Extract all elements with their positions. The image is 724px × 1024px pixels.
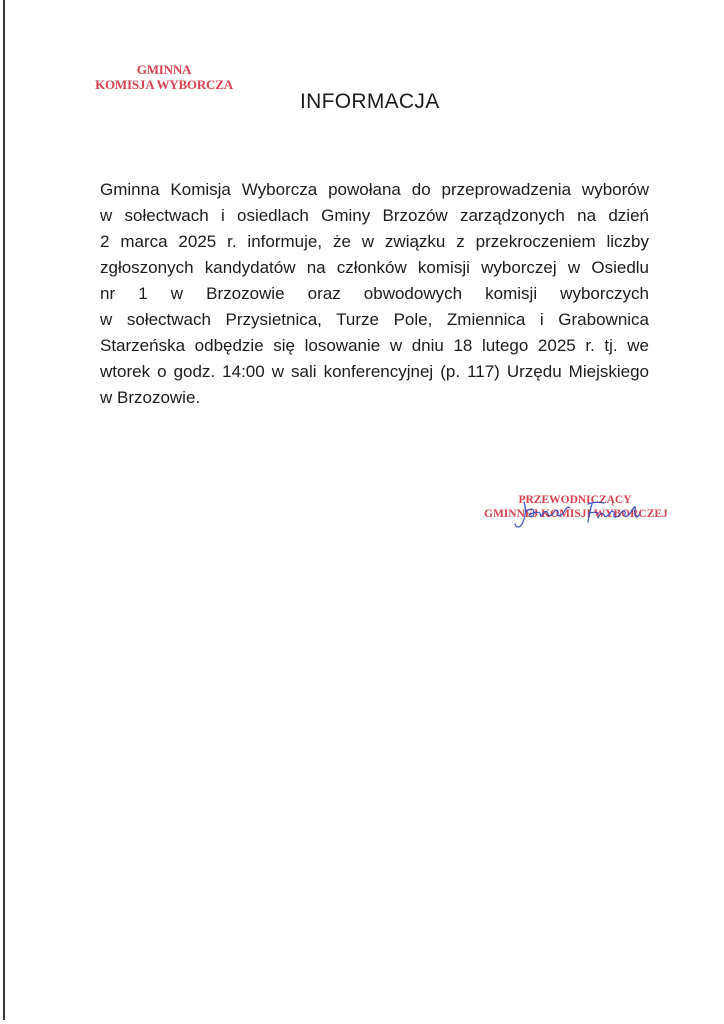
issuer-stamp-line-1: GMINNA: [136, 62, 192, 77]
body-line: nr 1 w Brzozowie oraz obwodowych komisji wyborczych: [100, 284, 649, 303]
body-line: zgłoszonych kandydatów na członków komisji wyborczej w Osiedlu: [100, 258, 649, 277]
issuer-stamp-line-2: KOMISJA WYBORCZA: [95, 77, 233, 92]
body-line: w Brzozowie.: [100, 388, 201, 407]
body-line: Starzeńska odbędzie się losowanie w dniu 18 lutego 2025 r. tj. we: [100, 336, 649, 355]
issuer-stamp: [84, 62, 244, 92]
body-line: wtorek o godz. 14:00 w sali konferencyjnej (p. 117) Urzędu Miejskiego: [100, 362, 649, 381]
body-line: Gminna Komisja Wyborcza powołana do przeprowadzenia wyborów: [100, 180, 649, 199]
handwritten-signature-icon: [510, 496, 650, 530]
body-line: w sołectwach Przysietnica, Turze Pole, Zmiennica i Grabownica: [100, 310, 649, 329]
chairman-stamp-line-2: GMINNEJ KOMISJI WYBORCZEJ: [484, 508, 668, 520]
document-body: [100, 177, 649, 411]
body-line: w sołectwach i osiedlach Gminy Brzozów zarządzonych na dzień: [100, 206, 649, 225]
body-line: 2 marca 2025 r. informuje, że w związku z przekroczeniem liczby: [100, 232, 649, 251]
scan-edge-line: [3, 0, 5, 1020]
document-title: INFORMACJA: [300, 90, 440, 113]
chairman-stamp-line-1: PRZEWODNICZĄCY: [518, 494, 632, 506]
